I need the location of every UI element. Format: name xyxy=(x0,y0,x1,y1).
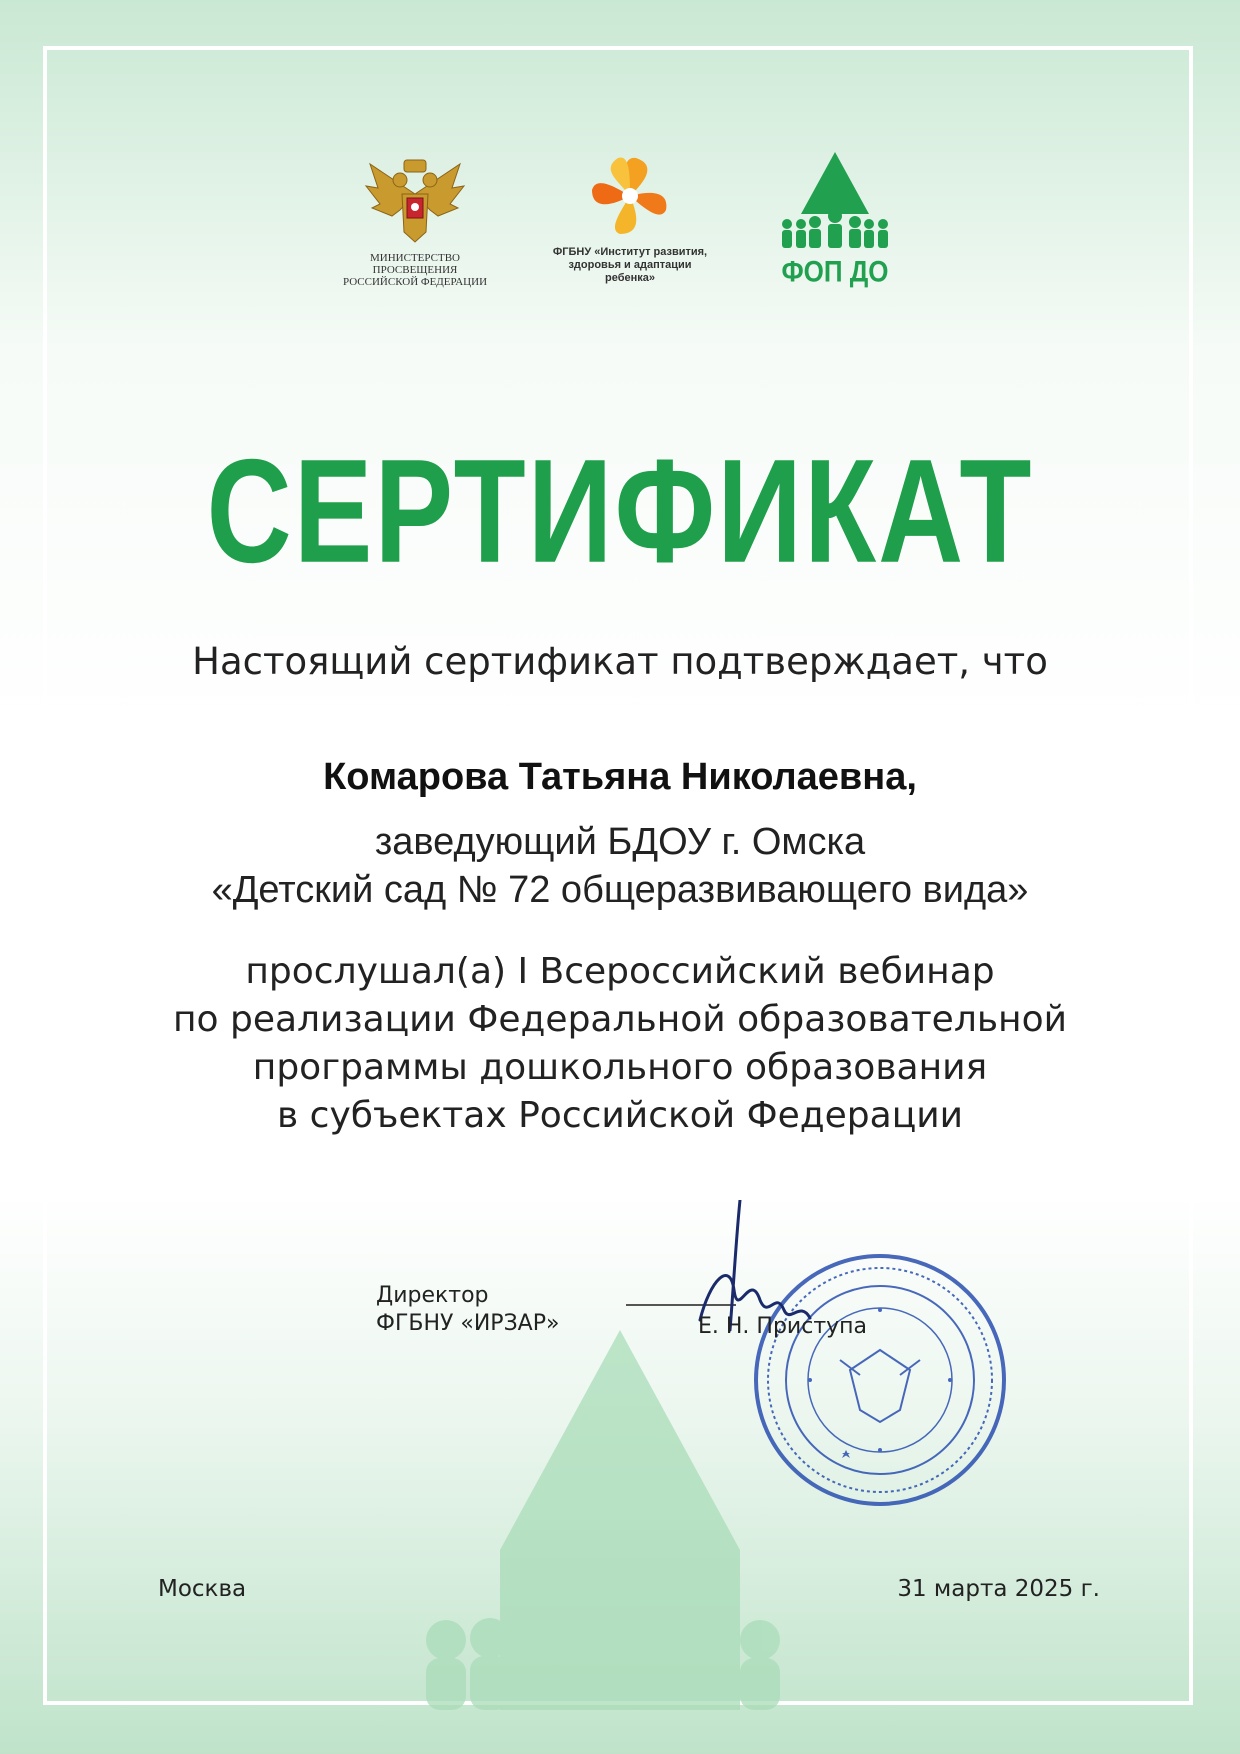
partner-logos xyxy=(0,140,1240,300)
ministry-caption-line: МИНИСТЕРСТВО ПРОСВЕЩЕНИЯ xyxy=(370,252,460,276)
fop-do-logo xyxy=(770,150,900,287)
event-line: программы дошкольного образования xyxy=(252,1047,988,1088)
certificate-title: СЕРТИФИКАТ xyxy=(206,429,1034,595)
double-headed-eagle-icon xyxy=(360,154,470,246)
pinwheel-flower-icon xyxy=(585,152,675,240)
event-line: по реализации Федеральной образовательной xyxy=(172,999,1068,1040)
institute-caption-line: здоровья и адаптации xyxy=(568,259,692,271)
issue-date: 31 марта 2025 г. xyxy=(897,1576,1100,1602)
confirmation-text: Настоящий сертификат подтверждает, что xyxy=(192,640,1048,683)
signer-role-line: ФГБНУ «ИРЗАР» xyxy=(376,1311,560,1336)
signer-role xyxy=(376,1282,559,1338)
fop-do-label: ФОП ДО xyxy=(781,253,889,289)
institute-caption-line: ребенка» xyxy=(605,272,655,284)
ministry-logo xyxy=(330,154,500,288)
house-people-icon xyxy=(777,150,893,254)
event-line: в субъектах Российской Федерации xyxy=(277,1095,963,1136)
event-line: прослушал(а) I Всероссийский вебинар xyxy=(245,951,995,992)
recipient-name: Комарова Татьяна Николаевна, xyxy=(323,756,917,798)
recipient-position-line: «Детский сад № 72 общеразвивающего вида» xyxy=(211,869,1029,911)
event-description xyxy=(0,948,1240,1140)
recipient-position-line: заведующий БДОУ г. Омска xyxy=(374,821,866,863)
signer-role-line: Директор xyxy=(376,1283,489,1308)
signer-name: Е. Н. Приступа xyxy=(698,1314,868,1339)
recipient-position xyxy=(0,818,1240,914)
city: Москва xyxy=(158,1576,247,1602)
institute-logo xyxy=(540,152,720,285)
ministry-caption-line: РОССИЙСКОЙ ФЕДЕРАЦИИ xyxy=(342,276,488,288)
institute-caption-line: ФГБНУ «Институт развития, xyxy=(552,246,708,258)
